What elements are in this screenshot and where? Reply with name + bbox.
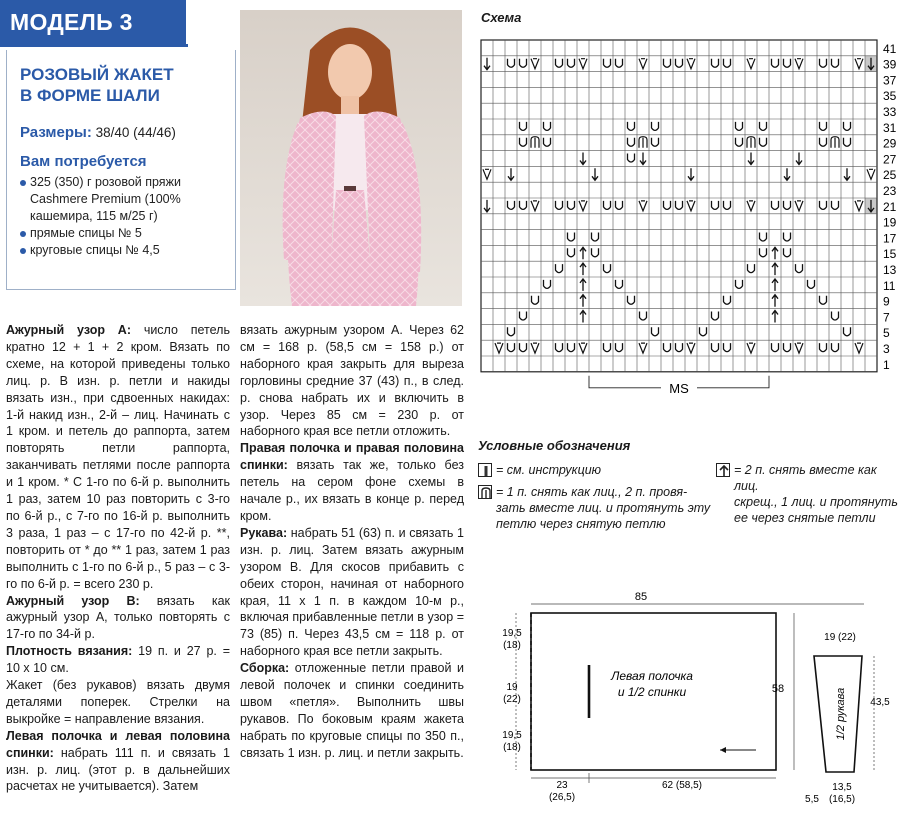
- material-item: круговые спицы № 4,5: [20, 242, 232, 259]
- chart-symbol: [604, 343, 611, 352]
- materials-list: [20, 174, 232, 259]
- left-dim-3b: (18): [503, 742, 521, 753]
- chart-symbol: [676, 201, 683, 210]
- left-dim-2: 19: [506, 682, 518, 693]
- chart-symbol: [724, 343, 731, 352]
- chart-symbol: [616, 59, 623, 67]
- chart-symbol: [568, 343, 575, 352]
- right-front-heading: Правая полочка и правая половина спинки:: [240, 441, 464, 473]
- chart-symbol: [508, 168, 514, 180]
- chart-symbol: [748, 153, 754, 165]
- chart-symbol: [520, 122, 527, 130]
- chart-symbol: [484, 200, 490, 212]
- chart-symbol: [604, 59, 611, 67]
- sleeve-label: 1/2 рукава: [835, 687, 847, 741]
- chart-symbol: [760, 233, 767, 242]
- chart-symbol: [832, 312, 839, 321]
- chart-symbol: [531, 343, 539, 353]
- chart-symbol: [736, 122, 743, 130]
- chart-symbol: [867, 169, 875, 179]
- height-label: 58: [771, 683, 785, 695]
- left-front-text: набрать 111 п. и связать 1 изн. р. лиц. (этот р. в дальнейших расчетах не учитывается). Затем: [6, 745, 230, 794]
- model-label: МОДЕЛЬ 3: [10, 9, 133, 35]
- paragraph-right-front: [240, 440, 464, 525]
- chart-symbol: [616, 201, 623, 210]
- chart-symbol: [556, 264, 563, 273]
- chart-symbol: [520, 312, 527, 321]
- sleeve-edge-dim: 5,5: [805, 794, 819, 805]
- chart-symbol: [832, 201, 839, 210]
- material-item: 325 (350) г розовой пряжи Cashmere Premium (100% кашемира, 115 м/25 г): [20, 174, 232, 225]
- chart-symbol: [484, 58, 490, 70]
- row-number: 27: [883, 152, 897, 167]
- chart-symbol: [760, 122, 767, 130]
- garment-diagram: [476, 580, 900, 816]
- chart-symbol: [747, 201, 755, 211]
- model-photo: [240, 10, 462, 306]
- chart-symbol: [748, 264, 755, 273]
- row-number: 3: [883, 342, 890, 356]
- assembly-heading: Сборка:: [240, 661, 290, 676]
- chart-symbol: [544, 138, 551, 147]
- chart-symbol: [639, 343, 647, 353]
- chart-symbol: [844, 138, 851, 147]
- model-banner: [0, 0, 186, 44]
- chart-symbol: [652, 122, 659, 130]
- chart-symbol: [724, 59, 731, 67]
- chart-symbol: [736, 138, 743, 147]
- chart-symbol: [855, 343, 863, 353]
- left-dim-1: 19,5: [502, 628, 522, 639]
- row-number: 17: [883, 231, 897, 246]
- chart-symbol: [784, 168, 790, 180]
- bottom-left-dim-b: (26,5): [548, 792, 576, 803]
- chart-symbol: [664, 201, 671, 210]
- chart-symbol: [784, 343, 791, 352]
- row-number: 29: [883, 136, 897, 151]
- chart-symbol: [520, 59, 527, 67]
- sleeve-height-dim: 43,5: [870, 697, 890, 708]
- chart-symbol: [616, 280, 623, 289]
- chart-symbol: [844, 327, 851, 336]
- chart-symbol: [556, 59, 563, 67]
- chart-symbol: [520, 343, 527, 352]
- row-number: 11: [883, 278, 896, 293]
- legend-item-2: [496, 484, 710, 532]
- chart-symbol: [724, 201, 731, 210]
- chart-symbol: [724, 296, 731, 305]
- legend-item-3-line-3: ее через снятые петли: [734, 511, 876, 525]
- chart-symbol: [796, 264, 803, 273]
- chart-symbol: [639, 201, 647, 211]
- pattern-a-heading: Ажурный узор А:: [6, 323, 131, 337]
- chart-symbol: [580, 279, 586, 291]
- chart-symbol: [712, 201, 719, 210]
- chart-symbol: [784, 201, 791, 210]
- legend-item-2-line-2: зать вместе лиц. и протянуть эту: [496, 501, 711, 515]
- chart-symbol: [556, 343, 563, 352]
- legend-title: Условные обозначения: [478, 438, 631, 453]
- chart-symbol: [820, 343, 827, 352]
- material-item: прямые спицы № 5: [20, 225, 232, 242]
- photo-illustration: [240, 10, 462, 306]
- row-number: 19: [883, 215, 897, 230]
- left-dim-3: 19,5: [502, 730, 522, 741]
- chart-symbol: [772, 343, 779, 352]
- chart-symbol: [747, 137, 755, 148]
- chart-symbol: [820, 59, 827, 67]
- legend-item-2-line-1: = 1 п. снять как лиц., 2 п. провя-: [496, 485, 688, 499]
- chart-symbol: [664, 59, 671, 67]
- chart-symbol: [639, 59, 647, 69]
- bottom-left-dim: 23: [556, 780, 568, 791]
- chart-symbol: [568, 201, 575, 210]
- row-number: 23: [883, 184, 897, 198]
- row-number: 1: [883, 357, 890, 372]
- chart-symbol: [580, 247, 586, 259]
- chart-symbol: [508, 343, 515, 352]
- chart-symbol: [628, 296, 635, 305]
- assembly-text: отложенные петли правой и левой полочек и спинки соединить швом «петля». Выполнить швы рукавов. По боковым краям жакета набрать по круговые спицы по 350 п., связать 1 изн. р. лиц. и петли закрыть.: [240, 661, 464, 760]
- chart-symbol: [592, 248, 599, 256]
- chart-border: [481, 40, 877, 372]
- legend-slip-pass-icon: [478, 485, 492, 499]
- chart-symbol: [580, 295, 586, 307]
- chart-symbol: [820, 296, 827, 305]
- chart-symbol: [820, 122, 827, 130]
- piece-label-line-2: и 1/2 спинки: [617, 685, 687, 699]
- chart-symbol: [784, 233, 791, 242]
- chart-symbol: [579, 201, 587, 211]
- row-number: 35: [883, 89, 897, 104]
- chart-symbol: [628, 138, 635, 147]
- piece-label-line-1: Левая полочка: [611, 669, 693, 683]
- sizes-value: 38/40 (44/46): [91, 125, 176, 140]
- paragraph-assembly: [240, 660, 464, 761]
- knitting-chart: [476, 30, 900, 410]
- paragraph-pattern-b: [6, 593, 230, 644]
- bottom-right-dim: 62 (58,5): [661, 780, 703, 791]
- legend-double-dec-icon: [716, 463, 730, 477]
- chart-symbol: [531, 59, 539, 69]
- banner-underline: [0, 44, 188, 47]
- density-heading: Плотность вязания:: [6, 644, 133, 659]
- legend-item-1: = см. инструкцию: [496, 463, 602, 477]
- sleeves-heading: Рукава:: [240, 525, 288, 540]
- chart-symbol: [687, 343, 695, 353]
- row-number: 25: [883, 168, 897, 183]
- row-number: 33: [883, 105, 897, 119]
- sleeve-bottom-dim: 13,5: [832, 782, 852, 793]
- chart-symbol: [531, 201, 539, 211]
- row-number: 41: [883, 41, 897, 56]
- left-dim-2b: (22): [503, 694, 521, 705]
- pattern-b-text: вязать как ажурный узор А, только повторять с 17-го по 34-й р.: [6, 593, 230, 642]
- chart-symbol: [772, 263, 778, 275]
- chart-symbol: [580, 263, 586, 275]
- row-number: 9: [883, 294, 890, 309]
- title-line-2: В ФОРМЕ ШАЛИ: [20, 86, 160, 105]
- chart-symbol: [556, 201, 563, 210]
- left-front-heading: Левая полочка и левая половина спинки:: [6, 728, 230, 760]
- chart-symbol: [772, 59, 779, 67]
- chart-symbol: [580, 311, 586, 323]
- chart-symbol: [796, 153, 802, 165]
- chart-symbol: [844, 168, 850, 180]
- chart-symbol: [687, 59, 695, 69]
- chart-symbol: [628, 154, 635, 163]
- width-label: 85: [634, 591, 648, 603]
- chart-symbol: [784, 248, 791, 256]
- chart-symbol: [855, 59, 863, 69]
- chart-symbol: [508, 201, 515, 210]
- row-number: 13: [883, 263, 897, 277]
- legend-item-3: [734, 462, 900, 526]
- paragraph-pattern-a: [6, 322, 230, 593]
- row-number: 5: [883, 326, 890, 341]
- chart-symbol: [855, 201, 863, 211]
- chart-symbol: [604, 264, 611, 273]
- legend-item-3-line-2: скрещ., 1 лиц. и протянуть: [734, 495, 898, 509]
- chart-symbol: [772, 311, 778, 323]
- chart-symbol: [664, 343, 671, 352]
- sizes-label: Размеры:: [20, 124, 92, 141]
- chart-symbol: [579, 59, 587, 69]
- chart-symbol: [592, 233, 599, 242]
- chart-symbol: [508, 59, 515, 67]
- chart-symbol: [544, 280, 551, 289]
- chart-symbol: [795, 343, 803, 353]
- chart-symbol: [532, 296, 539, 305]
- paragraph-sleeves: [240, 525, 464, 660]
- chart-symbol: [831, 137, 839, 148]
- density-text: 19 п. и 27 р. = 10 х 10 см.: [6, 644, 230, 676]
- chart-symbol: [795, 59, 803, 69]
- row-number: 31: [883, 120, 897, 135]
- chart-symbol: [772, 295, 778, 307]
- chart-symbol: [772, 201, 779, 210]
- legend-bar-icon: [478, 463, 492, 477]
- chart-symbol: [760, 248, 767, 256]
- chart-symbol: [700, 327, 707, 336]
- row-number: 37: [883, 73, 897, 88]
- sleeves-text: набрать 51 (63) п. и связать 1 изн. р. лиц. Затем вязать ажурным узором В. Для скосов прибавить с обеих сторон, начиная от наборного края, 11 х 1 п. в каждом 10-м р., включая прибавленные петли в узор = 73 (85) п. Через 43,5 см = 118 р. от наборного края все петли закрыть.: [240, 525, 464, 659]
- text-column-2: [240, 322, 464, 762]
- chart-symbol: [508, 327, 515, 336]
- chart-symbol: [772, 247, 778, 259]
- row-number: 21: [883, 199, 897, 214]
- chart-symbol: [747, 59, 755, 69]
- row-number: 15: [883, 247, 897, 262]
- text-column-1: [6, 322, 230, 795]
- pattern-a-text: число петель кратно 12 + 1 + 2 кром. Вязать по схеме, на которой приведены только лиц. р. В изн. р. петли и накиды вязать изн., при сдвоенных накидах: 1-й накид изн., 2-й – лиц. Начинать с 1 кром. и петель до раппорта, затем повторять петли раппорта, заканчивать петлями после раппорта и 1 кром. * С 1-го по 6-й р. выполнить 1 раз, затем 10 раз повторить с 3-го по 6-й р., с 7-го по 16-й р. выполнить 3 раза, 1 раз – с 17-го по 42-й р. **, повторить от * до ** 1 раз, затем 1 раз выполнить с 1-го по 6-й р., 5 раз – с 3-го по 6-й р. = всего 230 р.: [6, 323, 230, 591]
- chart-symbol: [640, 153, 646, 165]
- legend-item-2-line-3: петлю через снятую петлю: [496, 517, 666, 531]
- chart-symbol: [687, 201, 695, 211]
- right-front-text: вязать так же, только без петель на сером фоне схемы в начале р., их вязать в конце р. перед кром.: [240, 458, 464, 523]
- pattern-b-heading: Ажурный узор В:: [6, 593, 140, 608]
- chart-symbol: [844, 122, 851, 130]
- chart-symbol: [616, 343, 623, 352]
- row-number: 7: [883, 310, 890, 325]
- chart-symbol: [760, 138, 767, 147]
- chart-symbol: [568, 233, 575, 242]
- chart-symbol: [495, 343, 503, 353]
- chart-symbol: [483, 169, 491, 179]
- chart-symbol: [808, 280, 815, 289]
- chart-symbol: [580, 153, 586, 165]
- chart-symbol: [772, 279, 778, 291]
- chart-symbol: [676, 343, 683, 352]
- legend-item-3-line-1: = 2 п. снять вместе как лиц.: [734, 463, 877, 493]
- chart-symbol: [784, 59, 791, 67]
- sleeve-bottom-dim-b: (16,5): [828, 794, 856, 805]
- sizes: [20, 124, 176, 141]
- materials-heading: Вам потребуется: [20, 153, 147, 170]
- chart-symbol: [736, 280, 743, 289]
- chart-symbol: [568, 248, 575, 256]
- sleeve-top-dim: 19 (22): [824, 632, 856, 643]
- paragraph-continued: вязать ажурным узором А. Через 62 см = 168 р. (58,5 см = 158 р.) от наборного края закрыть для выреза горловины средние 37 (43) п., в след. р. снова набрать их и включить в узор. Через 85 см = 230 р. от наборного края все петли отложить.: [240, 323, 464, 439]
- chart-symbol: [520, 201, 527, 210]
- paragraph-jacket: Жакет (без рукавов) вязать двумя деталями поперек. Стрелки на выкройке = направление вязания.: [6, 678, 230, 726]
- chart-symbol: [520, 138, 527, 147]
- chart-symbol: [832, 343, 839, 352]
- chart-symbol: [640, 312, 647, 321]
- chart-symbol: [628, 122, 635, 130]
- chart-symbol: [544, 122, 551, 130]
- chart-symbol: [652, 138, 659, 147]
- chart-symbol: [568, 59, 575, 67]
- chart-symbol: [820, 138, 827, 147]
- paragraph-density: [6, 643, 230, 677]
- chart-symbol: [676, 59, 683, 67]
- title-line-1: РОЗОВЫЙ ЖАКЕТ: [20, 65, 174, 84]
- chart-symbol: [639, 137, 647, 148]
- chart-symbol: [820, 201, 827, 210]
- chart-symbol: [592, 168, 598, 180]
- row-number: 39: [883, 57, 897, 72]
- chart-symbol: [531, 137, 539, 148]
- scheme-title: Схема: [481, 10, 522, 25]
- chart-symbol: [795, 201, 803, 211]
- chart-symbol: [712, 59, 719, 67]
- model-title: [20, 64, 220, 106]
- chart-symbol: [688, 168, 694, 180]
- chart-symbol: [712, 312, 719, 321]
- chart-symbol: [604, 201, 611, 210]
- left-dim-1b: (18): [503, 640, 521, 651]
- chart-symbol: [712, 343, 719, 352]
- repeat-label: MS: [669, 380, 689, 396]
- chart-symbol: [579, 343, 587, 353]
- chart-symbol: [652, 327, 659, 336]
- paragraph-left-front: [6, 728, 230, 796]
- chart-symbol: [832, 59, 839, 67]
- chart-symbol: [747, 343, 755, 353]
